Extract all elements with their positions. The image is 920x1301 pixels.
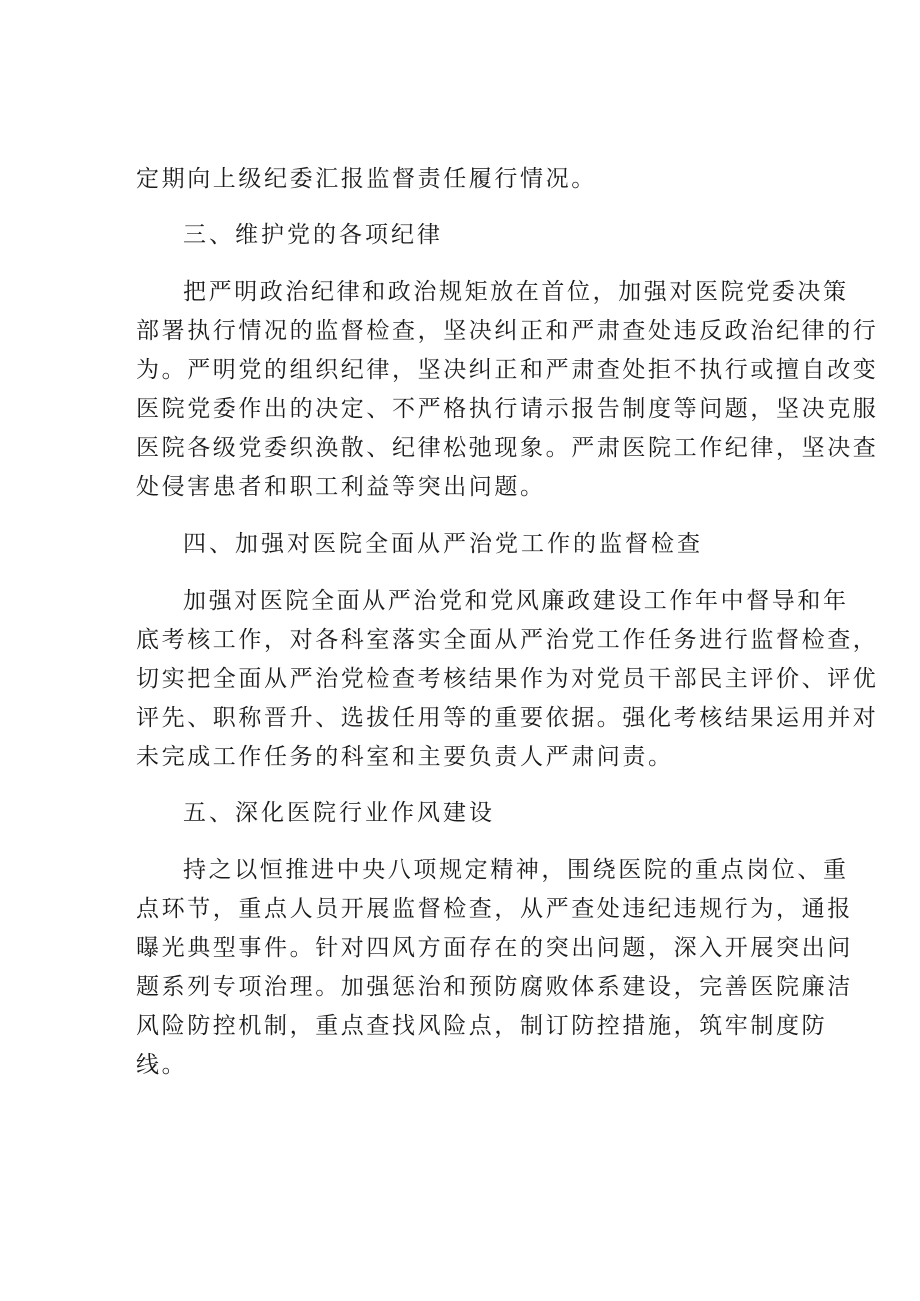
paragraph-line: 加强对医院全面从严治党和党风廉政建设工作年中督导和年 — [183, 588, 849, 614]
paragraph-line: 底考核工作，对各科室落实全面从严治党工作任务进行监督检查， — [136, 627, 879, 653]
paragraph-line: 风险防控机制，重点查找风险点，制订防控措施，筑牢制度防 — [136, 1013, 828, 1039]
paragraph-line: 持之以恒推进中央八项规定精神，围绕医院的重点岗位、重 — [183, 857, 849, 883]
paragraph-line: 把严明政治纪律和政治规矩放在首位，加强对医院党委决策 — [183, 279, 849, 305]
paragraph-line-continuation: 定期向上级纪委汇报监督责任履行情况。 — [136, 166, 597, 192]
paragraph-line-end: 线。 — [136, 1052, 188, 1078]
paragraph-line: 部署执行情况的监督检查，坚决纠正和严肃查处违反政治纪律的行 — [136, 318, 879, 344]
section-heading-5: 五、深化医院行业作风建设 — [183, 800, 495, 826]
paragraph-line: 题系列专项治理。加强惩治和预防腐败体系建设，完善医院廉洁 — [136, 974, 853, 1000]
paragraph-line: 曝光典型事件。针对四风方面存在的突出问题，深入开展突出问 — [136, 935, 853, 961]
paragraph-line: 切实把全面从严治党检查考核结果作为对党员干部民主评价、评优 — [136, 666, 879, 692]
paragraph-line: 未完成工作任务的科室和主要负责人严肃问责。 — [136, 744, 674, 770]
paragraph-line: 评先、职称晋升、选拔任用等的重要依据。强化考核结果运用并对 — [136, 705, 879, 731]
paragraph-line: 医院党委作出的决定、不严格执行请示报告制度等问题，坚决克服 — [136, 396, 879, 422]
paragraph-line: 处侵害患者和职工利益等突出问题。 — [136, 474, 546, 500]
paragraph-line: 点环节，重点人员开展监督检查，从严查处违纪违规行为，通报 — [136, 896, 853, 922]
section-heading-4: 四、加强对医院全面从严治党工作的监督检查 — [183, 531, 703, 557]
section-heading-3: 三、维护党的各项纪律 — [183, 222, 443, 248]
paragraph-line: 为。严明党的组织纪律，坚决纠正和严肃查处拒不执行或擅自改变 — [136, 357, 879, 383]
paragraph-line: 医院各级党委织涣散、纪律松弛现象。严肃医院工作纪律，坚决查 — [136, 435, 879, 461]
